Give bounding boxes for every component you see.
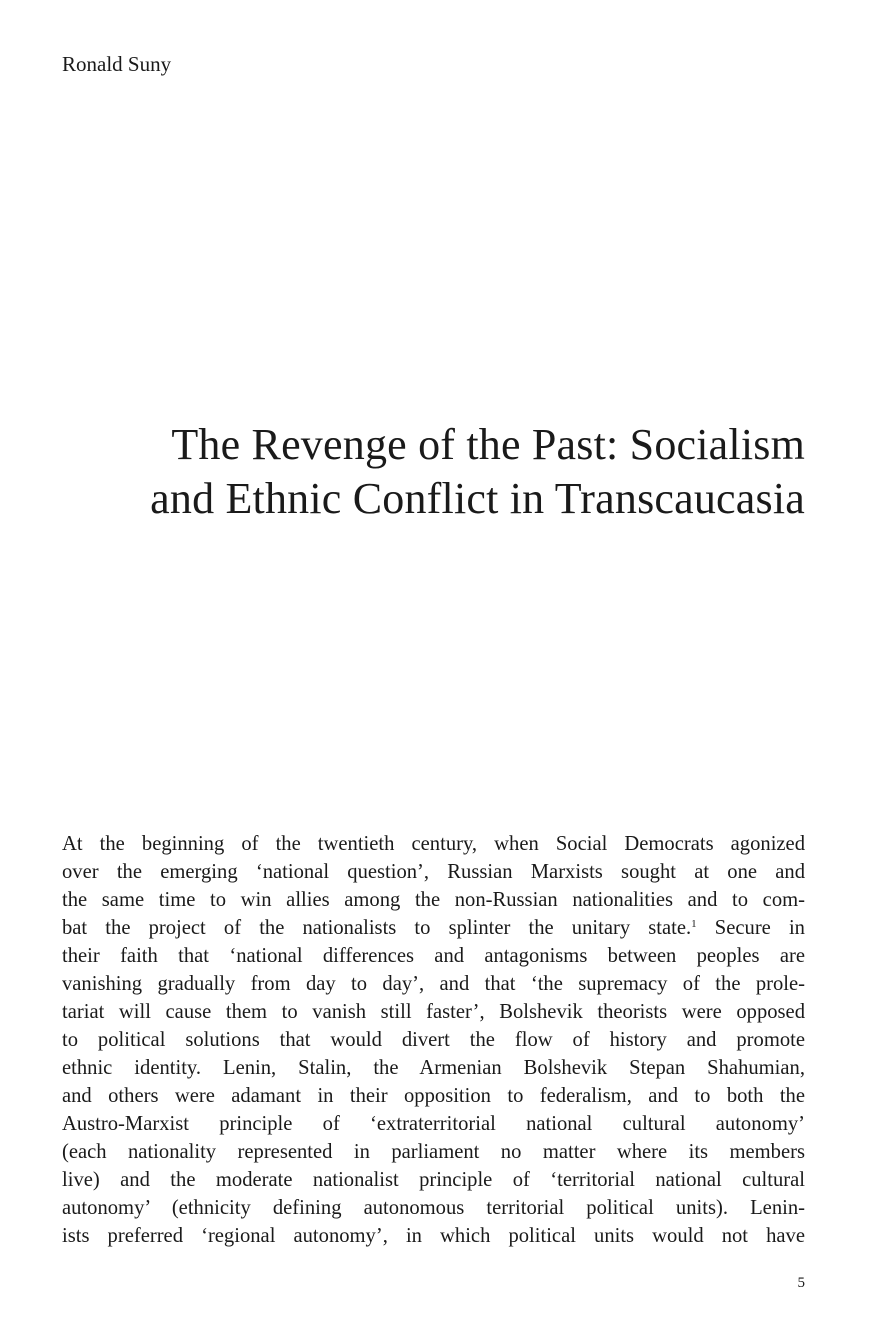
author-name: Ronald Suny: [62, 52, 172, 76]
body-line: Austro-Marxist principle of ‘extraterritorial national cultural autonomy’: [62, 1113, 805, 1135]
body-line: vanishing gradually from day to day’, and that ‘the supremacy of the prole-: [62, 973, 805, 995]
body-line-text: Secure in: [714, 917, 805, 939]
body-line: to political solutions that would divert the flow of history and promote: [62, 1029, 805, 1051]
body-line: their faith that ‘national differences and antagonisms between peoples are: [62, 945, 805, 967]
body-line: autonomy’ (ethnicity defining autonomous territorial political units). Lenin-: [62, 1197, 805, 1219]
body-line: (each nationality represented in parliament no matter where its members: [62, 1141, 805, 1163]
body-line: ethnic identity. Lenin, Stalin, the Armenian Bolshevik Stepan Shahumian,: [62, 1057, 805, 1079]
body-line: and others were adamant in their opposition to federalism, and to both the: [62, 1085, 805, 1107]
body-line: the same time to win allies among the non-Russian nationalities and to com-: [62, 889, 805, 911]
body-line: live) and the moderate nationalist principle of ‘territorial national cultural: [62, 1169, 805, 1191]
chapter-title-line: and Ethnic Conflict in Transcaucasia: [150, 474, 805, 523]
body-line: At the beginning of the twentieth century, when Social Democrats agonized: [62, 833, 805, 855]
body-line-text: bat the project of the nationalists to splinter the unitary state.: [62, 917, 692, 939]
footnote-marker[interactable]: 1: [691, 918, 697, 930]
body-line: over the emerging ‘national question’, Russian Marxists sought at one and: [62, 861, 805, 883]
body-line: ists preferred ‘regional autonomy’, in which political units would not have: [62, 1225, 805, 1247]
chapter-title: [62, 418, 805, 526]
body-paragraph: [62, 830, 805, 1250]
chapter-title-line: The Revenge of the Past: Socialism: [171, 420, 805, 469]
body-line: tariat will cause them to vanish still faster’, Bolshevik theorists were opposed: [62, 1001, 805, 1023]
page-number: 5: [797, 1275, 805, 1291]
body-line-with-footnote: [62, 914, 805, 942]
